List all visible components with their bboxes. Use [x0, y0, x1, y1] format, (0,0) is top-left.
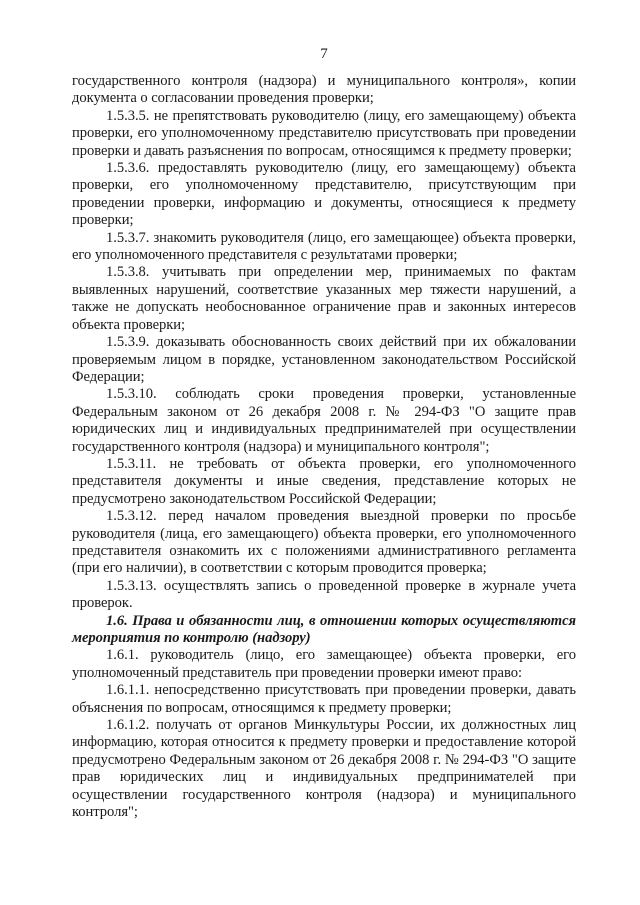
paragraph-1-5-3-7: 1.5.3.7. знакомить руководителя (лицо, его замещающее) объекта проверки, его уполномоченного представителя с результатами проверки; — [72, 229, 576, 264]
paragraph-1-5-3-12: 1.5.3.12. перед началом проведения выездной проверки по просьбе руководителя (лица, его замещающего) объекта проверки, его уполномоченного представителя ознакомить их с положениями административного регламента (при его наличии), в соответствии с которым проводится проверка; — [72, 508, 576, 577]
paragraph-1-6-1-1: 1.6.1.1. непосредственно присутствовать при проведении проверки, давать объяснения по вопросам, относящимся к предмету проверки; — [72, 682, 576, 716]
paragraph-1-5-3-8: 1.5.3.8. учитывать при определении мер, принимаемых по фактам выявленных нарушений, соответствие указанных мер тяжести нарушений, а также не допускать необоснованное ограничение прав и законных интересов объекта проверки; — [72, 264, 576, 333]
paragraph-1-6-1: 1.6.1. руководитель (лицо, его замещающее) объекта проверки, его уполномоченный представитель при проведении проверки имеют право: — [72, 647, 576, 681]
section-heading-1-6: 1.6. Права и обязанности лиц, в отношении которых осуществляются мероприятия по контролю (надзору) — [72, 612, 576, 646]
paragraph-1-6-1-2: 1.6.1.2. получать от органов Минкультуры России, их должностных лиц информацию, которая относится к предмету проверки и предоставление которой предусмотрено Федеральным законом от 26 декабря 2008 г. № 294-ФЗ "О защите прав юридических лиц и индивидуальных предпринимателей при осуществлении государственного контроля (надзора) и муниципального контроля"; — [72, 717, 576, 821]
document-body — [72, 73, 576, 821]
paragraph-1-5-3-9: 1.5.3.9. доказывать обоснованность своих действий при их обжаловании проверяемым лицом в порядке, установленном законодательством Российской Федерации; — [72, 334, 576, 385]
paragraph-continuation: государственного контроля (надзора) и муниципального контроля», копии документа о согласовании проведения проверки; — [72, 73, 576, 107]
page-number: 7 — [320, 46, 328, 62]
paragraph-1-5-3-5: 1.5.3.5. не препятствовать руководителю (лицу, его замещающему) объекта проверки, его уполномоченному представителю присутствовать при проведении проверки и давать разъяснения по вопросам, относящимся к предмету проверки; — [72, 107, 576, 159]
paragraph-1-5-3-11: 1.5.3.11. не требовать от объекта проверки, его уполномоченного представителя документы и иные сведения, представление которых не предусмотрено законодательством Российской Федерации; — [72, 455, 576, 507]
paragraph-1-5-3-6: 1.5.3.6. предоставлять руководителю (лицу, его замещающему) объекта проверки, его уполномоченному представителю, присутствующим при проведении проверки, информацию и документы, относящиеся к предмету проверки; — [72, 160, 576, 229]
paragraph-1-5-3-13: 1.5.3.13. осуществлять запись о проведенной проверке в журнале учета проверок. — [72, 577, 576, 612]
paragraph-1-5-3-10: 1.5.3.10. соблюдать сроки проведения проверки, установленные Федеральным законом от 26 декабря 2008 г. № 294-ФЗ "О защите прав юридических лиц и индивидуальных предпринимателей при осуществлении государственного контроля (надзора) и муниципального контроля"; — [72, 386, 576, 455]
